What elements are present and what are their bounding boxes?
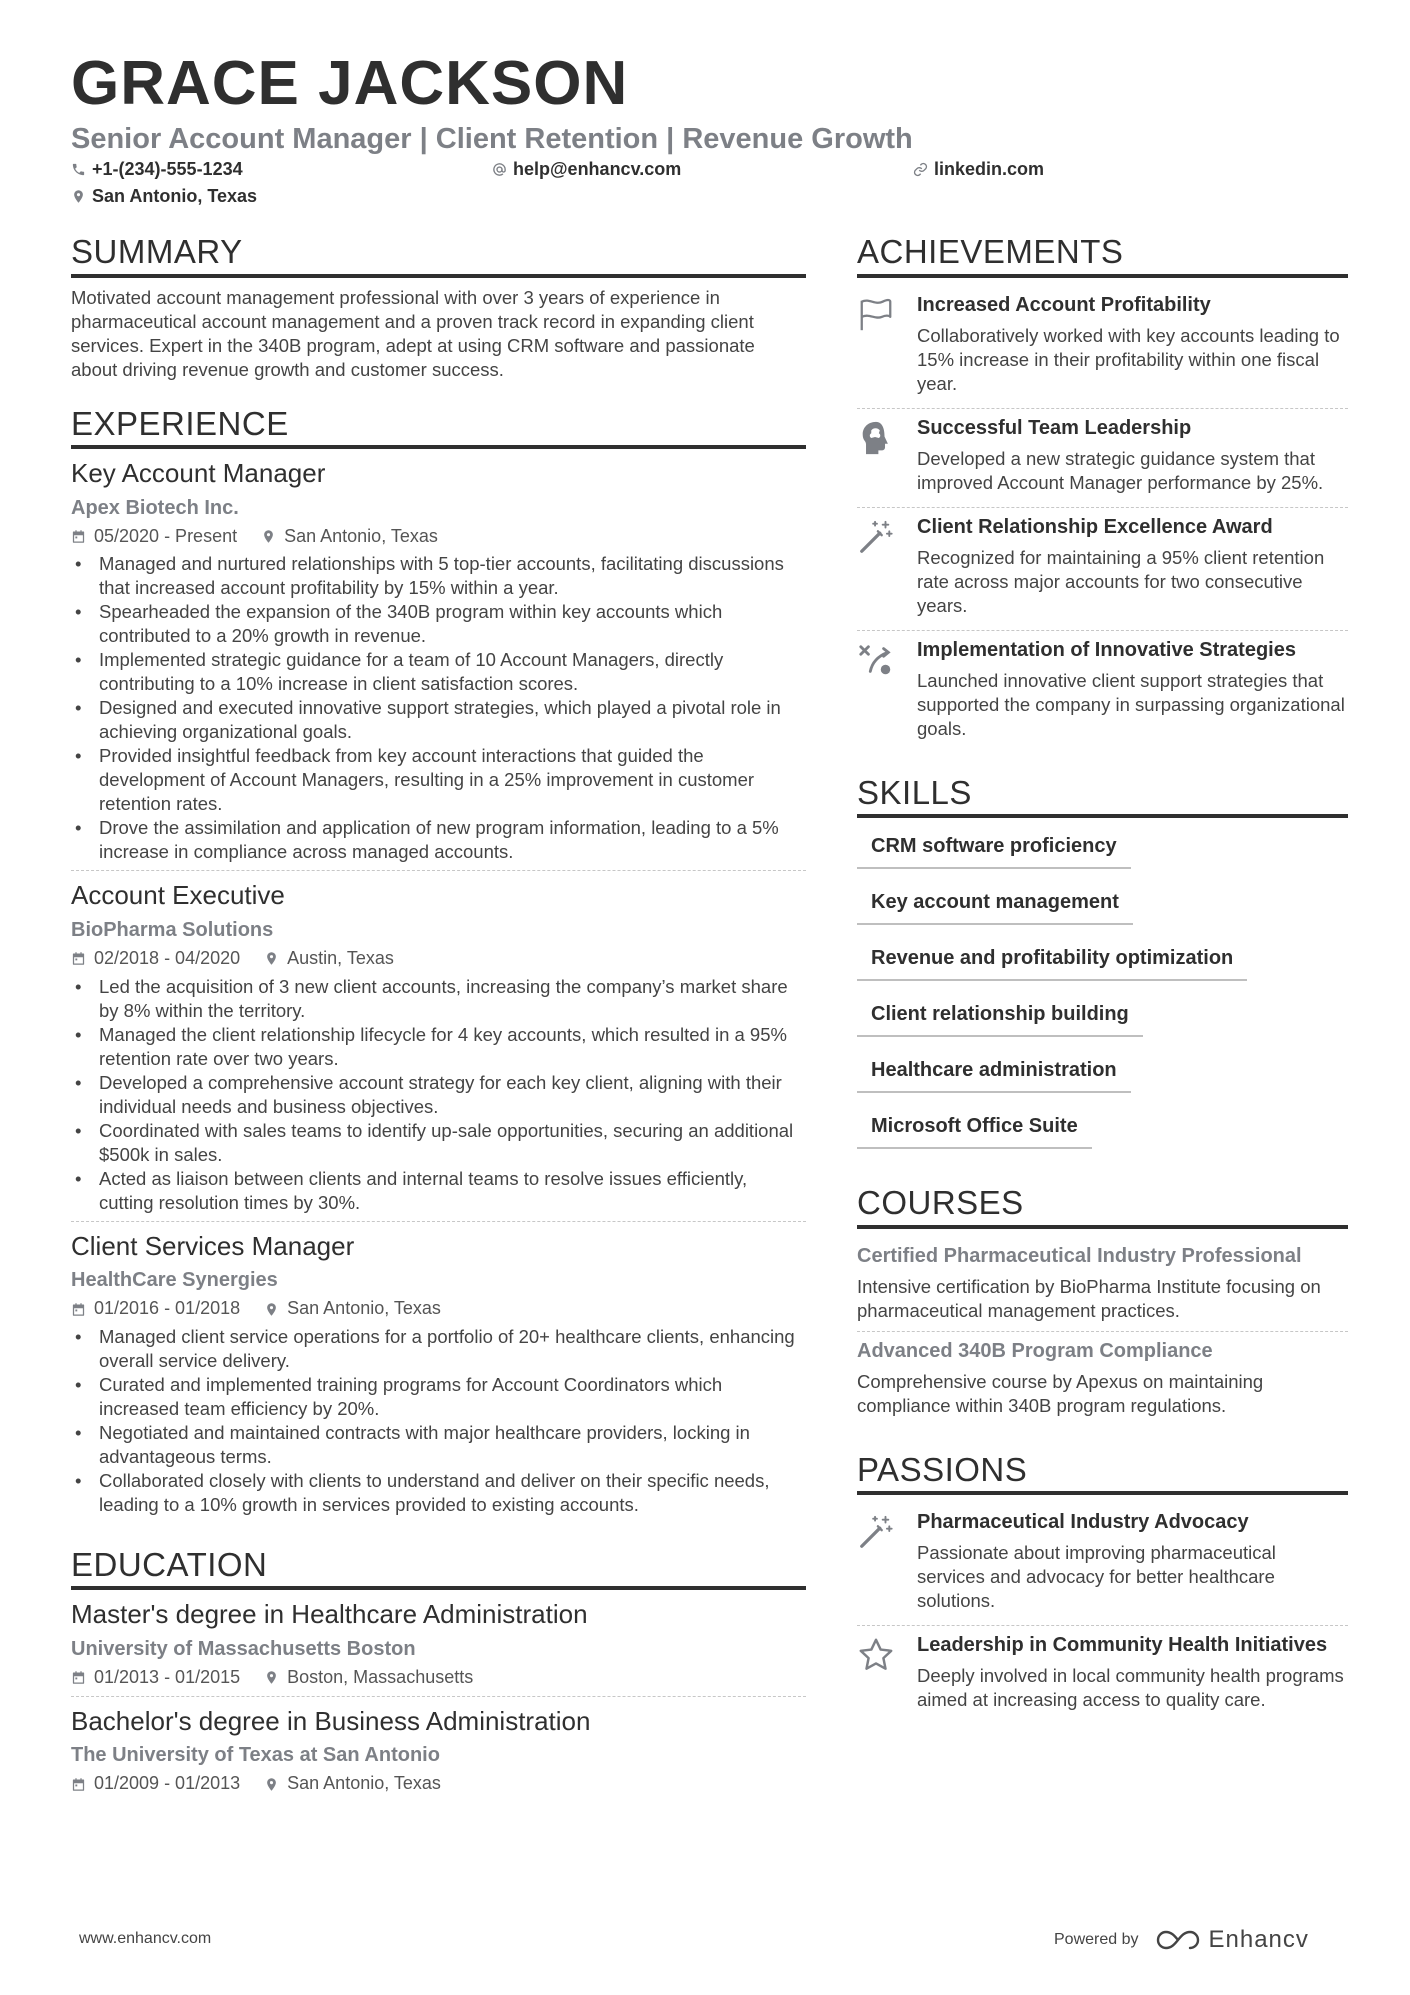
bullet-item: • Led the acquisition of 3 new client accounts, increasing the company’s market share by 8% within the territory.	[71, 975, 806, 1023]
candidate-subtitle: Senior Account Manager | Client Retention | Revenue Growth	[71, 123, 913, 155]
powered-by-text: Powered by	[1054, 1931, 1139, 1948]
skill-tag: Microsoft Office Suite	[857, 1110, 1092, 1149]
education-dates	[71, 1772, 240, 1795]
passion-desc: Deeply involved in local community health programs aimed at increasing access to quality care.	[917, 1665, 1344, 1711]
strategy-icon	[857, 641, 895, 679]
course-desc: Intensive certification by BioPharma Institute focusing on pharmaceutical management practices.	[857, 1275, 1321, 1321]
course-desc: Comprehensive course by Apexus on maintaining compliance within 340B program regulations.	[857, 1370, 1264, 1416]
job-title: Account Executive	[71, 880, 285, 911]
achievement-body	[917, 637, 1348, 747]
education-location-text: San Antonio, Texas	[287, 1773, 441, 1794]
contact-linkedin	[913, 159, 1044, 181]
job-location	[264, 947, 394, 970]
left-column	[71, 232, 806, 1810]
at-icon	[492, 162, 507, 177]
bullet-item: • Collaborated closely with clients to understand and deliver on their specific needs, leading to a 10% growth in services provided to existing accounts.	[71, 1469, 806, 1517]
experience-entry	[71, 457, 806, 871]
education-meta	[71, 1666, 806, 1689]
job-location-text: Austin, Texas	[287, 948, 394, 969]
bullet-item: • Coordinated with sales teams to identify up-sale opportunities, securing an additional $500k in sales.	[71, 1119, 806, 1167]
calendar-icon	[71, 529, 86, 544]
linkedin-text: linkedin.com	[934, 159, 1045, 179]
skill-tag: Healthcare administration	[857, 1054, 1131, 1093]
skill-tag: Client relationship building	[857, 998, 1143, 1037]
company-name: Apex Biotech Inc.	[71, 496, 239, 519]
bullet-item: • Curated and implemented training programs for Account Coordinators which increased team efficiency by 20%.	[71, 1373, 806, 1421]
location-pin-icon	[261, 529, 276, 544]
skills-list	[857, 830, 1348, 1149]
job-dates-text: 01/2016 - 01/2018	[94, 1298, 241, 1319]
job-bullets	[71, 552, 806, 864]
education-location	[264, 1666, 473, 1689]
phone-text: +1-(234)-555-1234	[92, 159, 243, 179]
course-title: Advanced 340B Program Compliance	[857, 1339, 1213, 1362]
calendar-icon	[71, 1777, 86, 1792]
skill-tag: Revenue and profitability optimization	[857, 942, 1247, 981]
achievement-desc: Collaboratively worked with key accounts leading to 15% increase in their profitability within one fiscal year.	[917, 324, 1340, 394]
job-bullets	[71, 975, 806, 1215]
experience-entry	[71, 1230, 806, 1523]
location-pin-icon	[264, 1777, 279, 1792]
education-dates	[71, 1666, 240, 1689]
job-meta	[71, 947, 806, 970]
passion-item	[857, 1503, 1348, 1626]
achievement-desc: Developed a new strategic guidance system that improved Account Manager performance by 25%.	[917, 447, 1324, 493]
achievement-title: Increased Account Profitability	[917, 293, 1211, 316]
calendar-icon	[71, 1670, 86, 1685]
passion-body	[917, 1509, 1348, 1619]
contact-email	[492, 159, 681, 181]
location-pin-icon	[264, 1670, 279, 1685]
location-pin-icon	[264, 1302, 279, 1317]
bullet-item: • Implemented strategic guidance for a team of 10 Account Managers, directly contributing to a 10% increase in client satisfaction scores.	[71, 648, 806, 696]
email-text: help@enhancv.com	[513, 159, 682, 179]
education-meta	[71, 1772, 806, 1795]
head-icon	[857, 419, 895, 457]
achievement-icon-wrap	[857, 292, 917, 402]
education-entry	[71, 1705, 806, 1802]
job-location-text: San Antonio, Texas	[284, 525, 438, 546]
passion-body	[917, 1632, 1348, 1718]
courses-heading: COURSES	[857, 1183, 1348, 1229]
contact-location	[71, 186, 257, 208]
passion-icon-wrap	[857, 1509, 917, 1619]
summary-heading: SUMMARY	[71, 232, 806, 278]
passions-heading: PASSIONS	[857, 1450, 1348, 1496]
bullet-item: • Spearheaded the expansion of the 340B program within key accounts which contributed to a 20% growth in revenue.	[71, 600, 806, 648]
bullet-item: • Managed and nurtured relationships with 5 top-tier accounts, facilitating discussions that increased account profitability by 15% within a year.	[71, 552, 806, 600]
job-meta	[71, 1297, 806, 1320]
footer-website[interactable]: www.enhancv.com	[79, 1930, 212, 1947]
skills-heading: SKILLS	[857, 773, 1348, 819]
star-icon	[857, 1636, 895, 1674]
location-pin-icon	[71, 189, 86, 204]
course-item	[857, 1332, 1348, 1426]
contact-phone	[71, 159, 243, 181]
achievement-desc: Recognized for maintaining a 95% client retention rate across major accounts for two consecutive years.	[917, 546, 1325, 616]
job-location	[264, 1297, 441, 1320]
achievement-item	[857, 508, 1348, 631]
infinity-logo-icon	[1155, 1929, 1201, 1951]
passion-title: Leadership in Community Health Initiatives	[917, 1634, 1328, 1657]
bullet-item: • Acted as liaison between clients and internal teams to resolve issues efficiently, cutting resolution times by 30%.	[71, 1167, 806, 1215]
job-dates-text: 02/2018 - 04/2020	[94, 948, 241, 969]
company-name: BioPharma Solutions	[71, 919, 274, 942]
brand-logo[interactable]	[1155, 1926, 1309, 1954]
job-meta	[71, 525, 806, 548]
passion-icon-wrap	[857, 1632, 917, 1718]
degree-title: Master's degree in Healthcare Administration	[71, 1599, 588, 1630]
phone-icon	[71, 162, 86, 177]
course-title: Certified Pharmaceutical Industry Professional	[857, 1244, 1302, 1267]
job-location-text: San Antonio, Texas	[287, 1298, 441, 1319]
passion-desc: Passionate about improving pharmaceutical services and advocacy for better healthcare solutions.	[917, 1542, 1276, 1612]
education-location-text: Boston, Massachusetts	[287, 1667, 474, 1688]
achievement-icon-wrap	[857, 637, 917, 747]
course-item	[857, 1237, 1348, 1332]
experience-entry	[71, 879, 806, 1221]
magic-wand-icon	[857, 1513, 895, 1551]
summary-text: Motivated account management professional with over 3 years of experience in pharmaceutical account management and a proven track record in expanding client services. Expert in the 340B program, adept at using CRM software and passionate about driving revenue growth and customer success.	[71, 286, 755, 380]
achievement-icon-wrap	[857, 514, 917, 624]
education-dates-text: 01/2013 - 01/2015	[94, 1667, 241, 1688]
achievement-body	[917, 514, 1348, 624]
job-dates	[71, 947, 240, 970]
calendar-icon	[71, 1302, 86, 1317]
achievement-item	[857, 631, 1348, 753]
achievement-item	[857, 409, 1348, 508]
achievement-title: Successful Team Leadership	[917, 416, 1192, 439]
location-pin-icon	[264, 951, 279, 966]
achievement-title: Client Relationship Excellence Award	[917, 515, 1273, 538]
achievements-heading: ACHIEVEMENTS	[857, 232, 1348, 278]
bullet-item: • Developed a comprehensive account strategy for each key client, aligning with their individual needs and business objectives.	[71, 1071, 806, 1119]
passion-title: Pharmaceutical Industry Advocacy	[917, 1511, 1249, 1534]
right-column	[857, 232, 1348, 1724]
job-dates	[71, 525, 237, 548]
location-text: San Antonio, Texas	[92, 186, 258, 206]
education-entry	[71, 1598, 806, 1696]
bullet-item: • Drove the assimilation and application of new program information, leading to a 5% increase in compliance across managed accounts.	[71, 816, 806, 864]
achievement-item	[857, 286, 1348, 409]
education-heading: EDUCATION	[71, 1545, 806, 1591]
skill-tag: CRM software proficiency	[857, 830, 1131, 869]
school-name: The University of Texas at San Antonio	[71, 1744, 440, 1767]
bullet-item: • Designed and executed innovative support strategies, which played a pivotal role in achieving organizational goals.	[71, 696, 806, 744]
flag-icon	[857, 296, 895, 334]
bullet-item: • Provided insightful feedback from key account interactions that guided the development of Account Managers, resulting in a 25% improvement in customer retention rates.	[71, 744, 806, 816]
achievement-icon-wrap	[857, 415, 917, 501]
school-name: University of Massachusetts Boston	[71, 1638, 416, 1661]
job-location	[261, 525, 438, 548]
achievement-desc: Launched innovative client support strategies that supported the company in surpassing organizational goals.	[917, 669, 1345, 739]
passion-item	[857, 1626, 1348, 1724]
achievement-body	[917, 415, 1348, 501]
job-bullets	[71, 1325, 806, 1517]
bullet-item: • Managed the client relationship lifecycle for 4 key accounts, which resulted in a 95% retention rate over two years.	[71, 1023, 806, 1071]
achievement-title: Implementation of Innovative Strategies	[917, 638, 1296, 661]
brand-name: Enhancv	[1208, 1926, 1309, 1953]
job-dates-text: 05/2020 - Present	[94, 525, 238, 546]
achievement-body	[917, 292, 1348, 402]
bullet-item: • Negotiated and maintained contracts with major healthcare providers, locking in advantageous terms.	[71, 1421, 806, 1469]
company-name: HealthCare Synergies	[71, 1269, 278, 1292]
footer-branding	[1054, 1926, 1309, 1954]
bullet-item: • Managed client service operations for a portfolio of 20+ healthcare clients, enhancing overall service delivery.	[71, 1325, 806, 1373]
job-title: Key Account Manager	[71, 458, 326, 489]
job-title: Client Services Manager	[71, 1230, 355, 1261]
calendar-icon	[71, 951, 86, 966]
magic-wand-icon	[857, 518, 895, 556]
education-location	[264, 1772, 441, 1795]
candidate-name: GRACE JACKSON	[71, 49, 629, 118]
job-dates	[71, 1297, 240, 1320]
education-dates-text: 01/2009 - 01/2013	[94, 1773, 241, 1794]
skill-tag: Key account management	[857, 886, 1133, 925]
degree-title: Bachelor's degree in Business Administration	[71, 1705, 591, 1736]
link-icon	[913, 162, 928, 177]
experience-heading: EXPERIENCE	[71, 404, 806, 450]
